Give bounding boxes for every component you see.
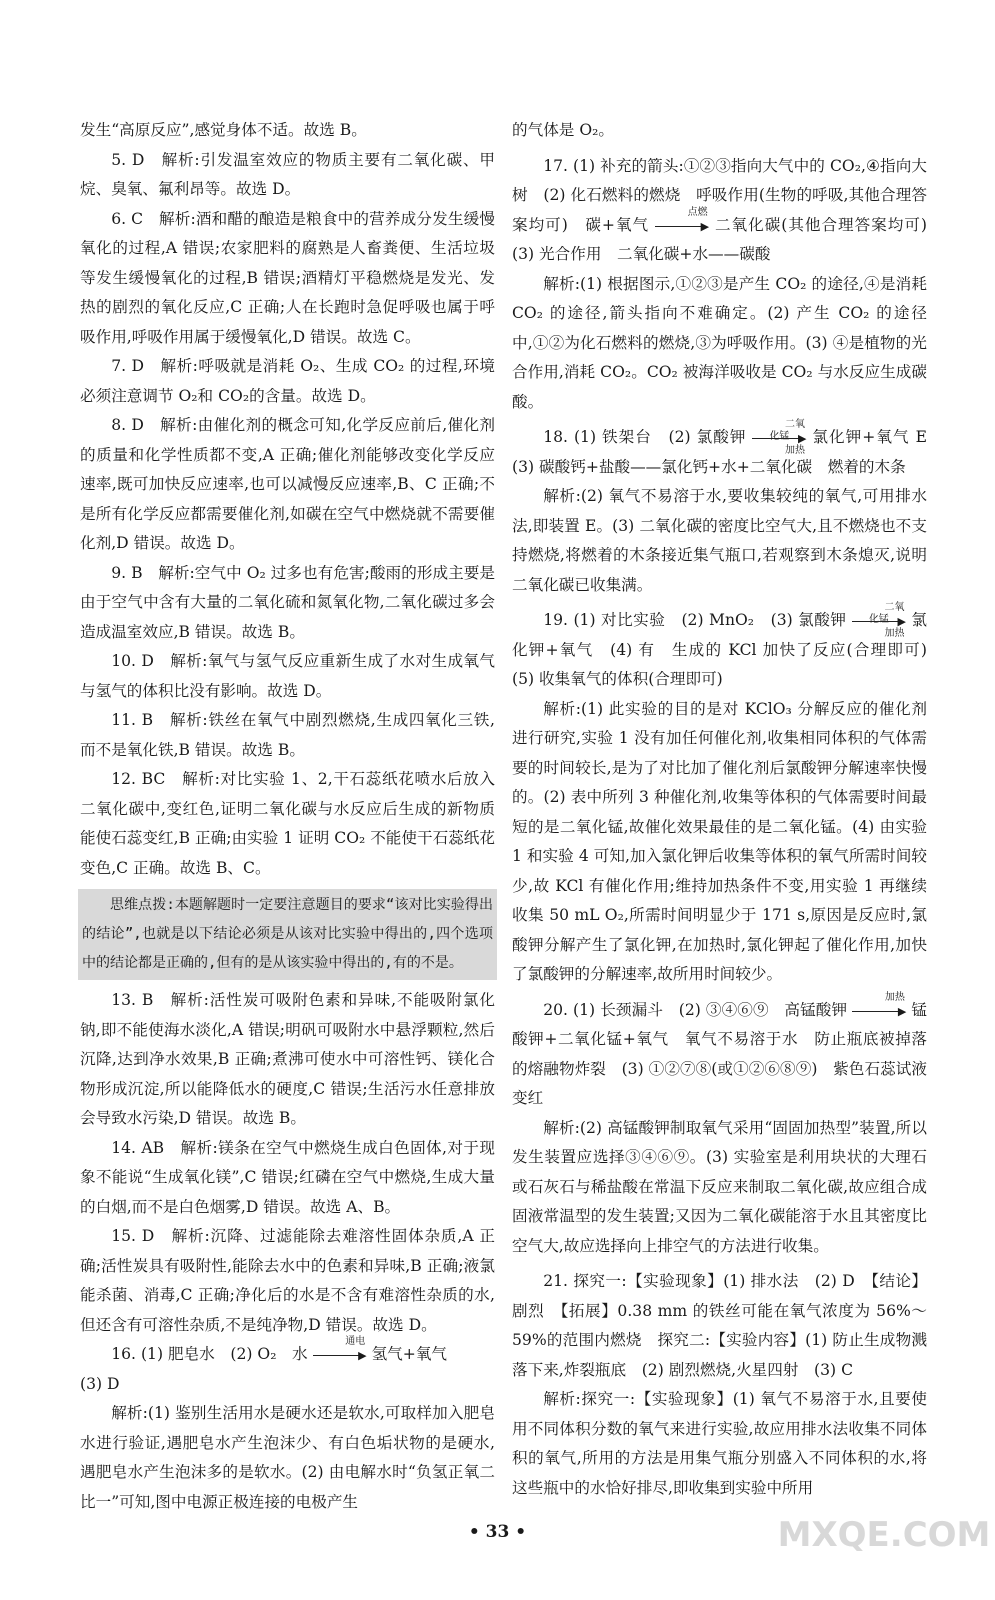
answer-16 bbox=[80, 1336, 495, 1370]
answer-13: 13. B 解析:活性炭可吸附色素和异味,不能吸附氯化钠,即不能使海水淡化,A 错误;明矾可吸附水中悬浮颗粒,然后沉降,达到净水效果,B 正确;煮沸可使水中可溶性钙、镁化合物形成沉淀,所以能降低水的硬度,C 错误;生活污水任意排放会导致水污染,D 错误。故选 B。 bbox=[80, 991, 495, 1127]
answer-6: 6. C 解析:酒和醋的酿造是粮食中的营养成分发生缓慢氧化的过程,A 错误;农家肥料的腐熟是人畜粪便、生活垃圾等发生缓慢氧化的过程,B 错误;酒精灯平稳燃烧是发光、发热的剧烈的氧化反应,C 正确;人在长跑时急促呼吸也属于呼吸作用,呼吸作用属于缓慢氧化,D 错误。故选 C。 bbox=[80, 209, 495, 346]
answer-21: 21. 探究一:【实验现象】(1) 排水法 (2) D 【结论】剧烈 【拓展】0.38 mm 的铁丝可能在氧气浓度为 56%～59%的范围内燃烧 探究二:【实验内容】(1) 防止生成物溅落下来,炸裂瓶底 (2) 剧烈燃烧,火星四射 (3) C bbox=[512, 1272, 927, 1379]
answer-17: 17. (1) 补充的箭头:①②③指向大气中的 CO₂,④指向大树 (2) 化石燃料的燃烧 呼吸作用(生物的呼吸,其他合理答案均可) 碳+氧气 点燃 ▶ 二氧化碳(其他合理答案均可) (3) 光合作用 二氧化碳+水——碳酸 bbox=[512, 156, 943, 263]
answer-8: 8. D 解析:由催化剂的概念可知,化学反应前后,催化剂的质量和化学性质都不变,A 正确;催化剂能够改变化学反应速率,既可加快反应速率,也可以减慢反应速率,B、C 正确;不是所有化学反应都需要催化剂,如碳在空气中燃烧就不需要催化剂,D 错误。故选 D。 bbox=[80, 416, 495, 552]
answer-15: 15. D 解析:沉降、过滤能除去难溶性固体杂质,A 正确;活性炭具有吸附性,能除去水中的色素和异味,B 正确;液氯能杀菌、消毒,C 正确;净化后的水是不含有难溶性杂质的水,但还含有可溶性杂质,不是纯净物,D 错误。故选 D。 bbox=[80, 1227, 495, 1334]
reaction-arrow: 点燃 ▶ bbox=[655, 219, 709, 233]
answer-17-explain: 解析:(1) 根据图示,①②③是产生 CO₂ 的途径,④是消耗 CO₂ 的途径,箭头指向不难确定。(2) 产生 CO₂ 的途径中,①②为化石燃料的燃烧,③为呼吸作用。(3) ④是植物的光合作用,消耗 CO₂。CO₂ 被海洋吸收是 CO₂ 与水反应生成碳酸。 bbox=[512, 274, 927, 411]
answer-11: 11. B 解析:铁丝在氧气中剧烈燃烧,生成四氧化三铁,而不是氧化铁,B 错误。故选 B。 bbox=[80, 711, 495, 759]
reaction-arrow: 通电 ▶ bbox=[313, 1348, 367, 1362]
answer-12: 12. BC 解析:对比实验 1、2,干石蕊纸花喷水后放入二氧化碳中,变红色,证明二氧化碳与水反应后生成的新物质能使石蕊变红,B 正确;由实验 1 证明 CO₂ 不能使干石蕊纸花变色,C 正确。故选 B、C。 bbox=[80, 770, 495, 877]
answer-19: 19. (1) 对比实验 (2) MnO₂ (3) 氯酸钾 二氧化锰 ▶ 加热 氯化钾+氧气 (4) 有 生成的 KCl 加快了反应(合理即可) (5) 收集氧气的体积(合理即可) bbox=[512, 602, 943, 688]
page-number: • 33 • bbox=[468, 1522, 527, 1542]
reaction-arrow: 二氧化锰 ▶ 加热 bbox=[852, 614, 906, 628]
answer-14: 14. AB 解析:镁条在空气中燃烧生成白色固体,对于现象不能说“生成氧化镁”,C 错误;红磷在空气中燃烧,生成大量的白烟,而不是白色烟雾,D 错误。故选 A、B。 bbox=[80, 1138, 495, 1216]
answer-10: 10. D 解析:氧气与氢气反应重新生成了水对生成氧气与氢气的体积比没有影响。故选 D。 bbox=[80, 652, 495, 700]
answer-16-part2: 氢气+氧气 bbox=[371, 1345, 448, 1363]
answer-5: 5. D 解析:引发温室效应的物质主要有二氧化碳、甲烷、臭氧、氟利昂等。故选 D。 bbox=[80, 150, 495, 198]
watermark-text: MXQE.COM bbox=[777, 1515, 991, 1555]
thinking-tip-box: 思维点拨:本题解题时一定要注意题目的要求“该对比实验得出的结论”,也就是以下结论必须是从该对比实验中得出的,四个选项中的结论都是正确的,但有的是从该实验中得出的,有的不是。 bbox=[78, 889, 497, 980]
answer-19-explain: 解析:(1) 此实验的目的是对 KClO₃ 分解反应的催化剂进行研究,实验 1 没有加任何催化剂,收集相同体积的气体需要的时间较长,是为了对比加了催化剂后氯酸钾分解速率快慢的。(2) 表中所列 3 种催化剂,收集等体积的气体需要时间最短的是二氧化锰,故催化效果最佳的是二氧化锰。(4) 由实验 1 和实验 4 可知,加入氯化钾后收集等体积的氧气所需时间较少,故 KCl 有催化作用;维持加热条件不变,用实验 1 再继续收集 50 mL O₂,所需时间明显少于 171 s,原因是反应时,氯酸钾分解产生了氯化钾,在加热时,氯化钾起了催化作用,加快了氯酸钾的分解速率,故所用时间较少。 bbox=[512, 699, 927, 983]
left-column bbox=[80, 116, 495, 1517]
reaction-arrow: 二氧化锰 ▶ 加热 bbox=[752, 431, 806, 445]
answer-20: 20. (1) 长颈漏斗 (2) ③④⑥⑨ 高锰酸钾 加热 ▶ 锰酸钾+二氧化锰+氧气 氧气不易溶于水 防止瓶底被掉落的熔融物炸裂 (3) ①②⑦⑧(或①②⑥⑧⑨) 紫色石蕊试液变红 bbox=[512, 991, 927, 1107]
answer-16-explain: 解析:(1) 鉴别生活用水是硬水还是软水,可取样加入肥皂水进行验证,遇肥皂水产生泡沫少、有白色垢状物的是硬水,遇肥皂水产生泡沫多的是软水。(2) 由电解水时“负氢正氧二比一”可知,图中电源正极连接的电极产生 bbox=[80, 1404, 495, 1511]
answer-18-explain: 解析:(2) 氧气不易溶于水,要收集较纯的氧气,可用排水法,即装置 E。(3) 二氧化碳的密度比空气大,且不燃烧也不支持燃烧,将燃着的木条接近集气瓶口,若观察到木条熄灭,说明二氧化碳已收集满。 bbox=[512, 487, 927, 594]
answer-20-explain: 解析:(2) 高锰酸钾制取氧气采用“固固加热型”装置,所以发生装置应选择③④⑥⑨。(3) 实验室是利用块状的大理石或石灰石与稀盐酸在常温下反应来制取二氧化碳,故应组合成固液常温型的发生装置;又因为二氧化碳能溶于水且其密度比空气大,故应选择向上排空气的方法进行收集。 bbox=[512, 1118, 927, 1255]
answer-9: 9. B 解析:空气中 O₂ 过多也有危害;酸雨的形成主要是由于空气中含有大量的二氧化硫和氮氧化物,二氧化碳过多会造成温室效应,B 错误。故选 B。 bbox=[80, 563, 495, 641]
answer-16-part1: 16. (1) 肥皂水 (2) O₂ 水 bbox=[111, 1345, 308, 1363]
continued-text: 的气体是 O₂。 bbox=[512, 121, 614, 139]
right-column bbox=[512, 116, 943, 1503]
watermark-logo bbox=[777, 1506, 991, 1586]
answer-21-explain: 解析:探究一:【实验现象】(1) 氧气不易溶于水,且要使用不同体积分数的氧气来进行实验,故应用排水法收集不同体积的氧气,所用的方法是用集气瓶分别盛入不同体积的水,将这些瓶中的水恰好排尽,即收集到实验中所用 bbox=[512, 1390, 927, 1497]
reaction-arrow: 加热 ▶ bbox=[852, 1004, 906, 1018]
answer-16-part3: (3) D bbox=[80, 1374, 120, 1393]
answer-18: 18. (1) 铁架台 (2) 氯酸钾 二氧化锰 ▶ 加热 氯化钾+氧气 E (3) 碳酸钙+盐酸——氯化钙+水+二氧化碳 燃着的木条 bbox=[512, 419, 943, 476]
continued-text: 发生“高原反应”,感觉身体不适。故选 B。 bbox=[80, 121, 367, 139]
answer-7: 7. D 解析:呼吸就是消耗 O₂、生成 CO₂ 的过程,环境必须注意调节 O₂和 CO₂的含量。故选 D。 bbox=[80, 357, 495, 405]
